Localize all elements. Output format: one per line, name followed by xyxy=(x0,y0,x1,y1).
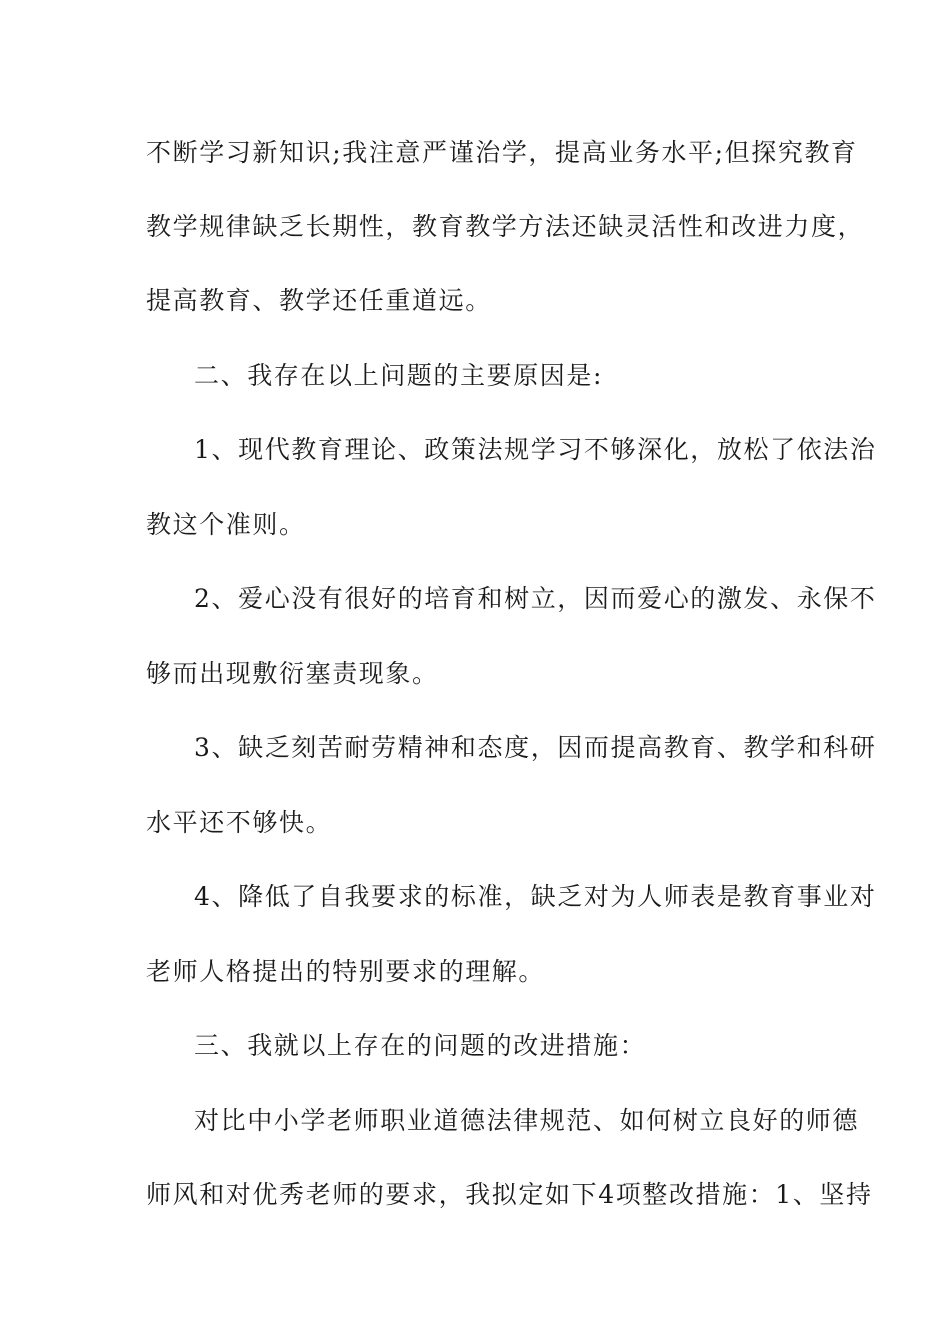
paragraph-line: 对比中小学老师职业道德法律规范、如何树立良好的师德 xyxy=(194,1106,860,1135)
paragraph-line: 1、现代教育理论、政策法规学习不够深化，放松了依法治 xyxy=(194,435,877,464)
paragraph-line: 够而出现敷衍塞责现象。 xyxy=(146,659,439,688)
paragraph-line: 4、降低了自我要求的标准，缺乏对为人师表是教育事业对 xyxy=(194,882,877,911)
paragraph-line: 不断学习新知识;我注意严谨治学，提高业务水平;但探究教育 xyxy=(146,138,858,167)
paragraph-line: 提高教育、教学还任重道远。 xyxy=(146,286,492,315)
paragraph-line: 老师人格提出的特别要求的理解。 xyxy=(146,957,546,986)
paragraph-line: 2、爱心没有很好的培育和树立，因而爱心的激发、永保不 xyxy=(194,584,877,613)
paragraph-line: 师风和对优秀老师的要求，我拟定如下4项整改措施：1、坚持 xyxy=(146,1180,873,1209)
section-heading: 二、我存在以上问题的主要原因是: xyxy=(194,361,604,390)
paragraph-line: 水平还不够快。 xyxy=(146,808,333,837)
paragraph-line: 教学规律缺乏长期性，教育教学方法还缺灵活性和改进力度， xyxy=(146,212,865,241)
section-heading: 三、我就以上存在的问题的改进措施： xyxy=(194,1031,647,1060)
paragraph-line: 教这个准则。 xyxy=(146,510,306,539)
paragraph-line: 3、缺乏刻苦耐劳精神和态度，因而提高教育、教学和科研 xyxy=(194,733,877,762)
